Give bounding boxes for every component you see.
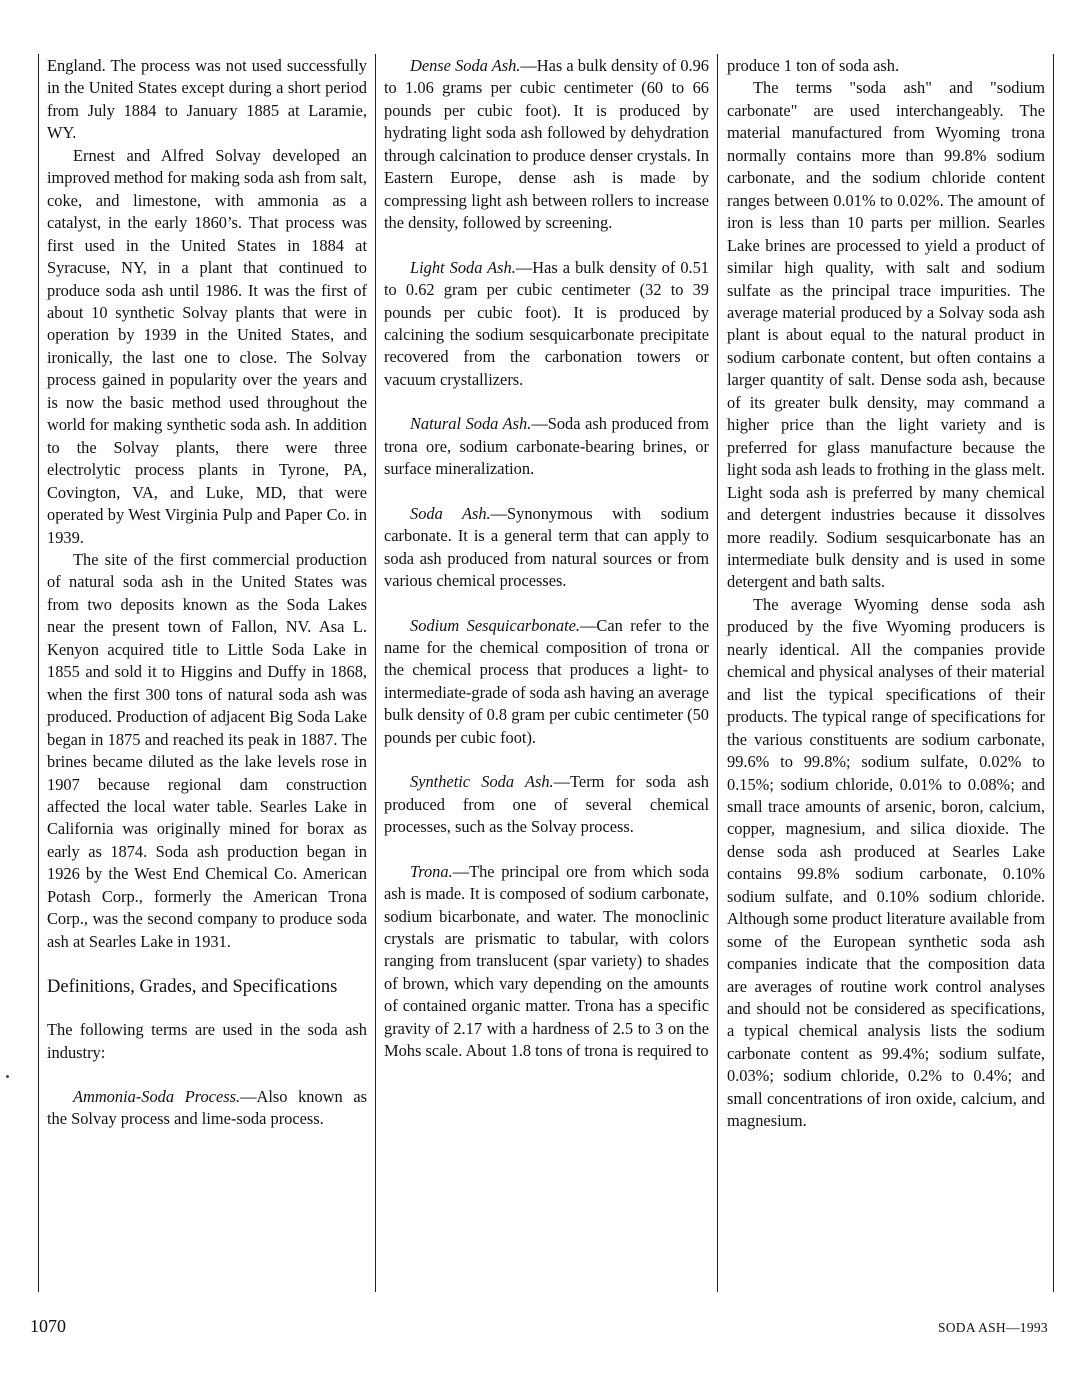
definition-text: —Also known as the Solvay process and lime-soda process. (47, 1087, 367, 1129)
definition-entry (384, 257, 709, 392)
definition-entry (384, 615, 709, 750)
column-rule-right (1053, 54, 1054, 1292)
definition-text: —Has a bulk density of 0.96 to 1.06 grams per cubic centimeter (60 to 66 pounds per cubic foot). It is produced by hydrating light soda ash followed by dehydration through calcination to produce denser crystals. In Eastern Europe, dense ash is made by compressing light ash between rollers to increase the density, followed by screening. (384, 56, 710, 233)
definition-term: Natural Soda Ash. (410, 414, 532, 434)
section-heading: Definitions, Grades, and Specifications (47, 977, 338, 998)
column-1 (47, 55, 367, 1131)
paragraph: England. The process was not used successfully in the United States except during a short period from July 1884 to January 1885 at Laramie, WY. (47, 56, 367, 143)
scan-speck (6, 1075, 9, 1078)
column-rule-left (38, 54, 39, 1292)
running-title: SODA ASH—1993 (937, 1320, 1048, 1335)
definition-term: Soda Ash. (410, 503, 491, 523)
definition-entry (384, 503, 709, 593)
definition-text: —Synonymous with sodium carbonate. It is a general term that can apply to soda ash produced from natural sources or from various chemical processes. (384, 503, 709, 591)
definition-text: —Can refer to the name for the chemical composition of trona or the chemical process that produces a light- to intermediate-grade of soda ash having an average bulk density of 0.8 gram per cubic centimeter (50 pounds per cubic foot). (384, 615, 709, 747)
definition-text: —Term for soda ash produced from one of several chemical processes, such as the Solvay process. (384, 772, 710, 837)
definition-entry (384, 861, 709, 1063)
paragraph: The site of the first commercial production of natural soda ash in the United States was from two deposits known as the Soda Lakes near the present town of Fallon, NV. Asa L. Kenyon acquired title to Little Soda Lake in 1855 and sold it to Higgins and Duffy in 1868, when the first 300 tons of natural soda ash was produced. Production of adjacent Big Soda Lake began in 1875 and reached its peak in 1887. The brines became diluted as the lake levels rose in 1907 because regional dam construction affected the local water table. Searles Lake in California was originally mined for borax as early as 1874. Soda ash production began in 1926 by the West End Chemical Co. American Potash Corp., formerly the American Trona Corp., was the second company to produce soda ash at Searles Lake in 1931. (47, 549, 367, 951)
definition-term: Sodium Sesquicarbonate. (410, 615, 581, 635)
definition-term: Trona. (410, 861, 453, 881)
definition-term: Synthetic Soda Ash. (410, 772, 554, 792)
paragraph: The average Wyoming dense soda ash produced by the five Wyoming producers is nearly identical. All the companies provide chemical and physical analyses of their material and list the typical specifications of their products. The typical range of specifications for the various constituents are sodium carbonate, 99.6% to 99.8%; sodium sulfate, 0.02% to 0.15%; sodium chloride, 0.01% to 0.08%; and small trace amounts of arsenic, boron, calcium, copper, magnesium, and silica dioxide. The dense soda ash produced at Searles Lake contains 99.8% sodium carbonate, 0.10% sodium sulfate, and 0.10% sodium chloride. Although some product literature available from some of the European synthetic soda ash companies indicate that the composition data are averages of routine work control analyses and should not be considered as specifications, a typical chemical analysis lists the sodium carbonate content as 99.4%; sodium sulfate, 0.03%; sodium chloride, 0.2% to 0.4%; and small concentrations of iron oxide, calcium, and magnesium. (727, 594, 1045, 1131)
definition-term: Ammonia-Soda Process. (73, 1087, 241, 1107)
definition-term: Dense Soda Ash. (410, 56, 521, 75)
definition-entry (384, 55, 709, 235)
definition-entry (384, 413, 709, 480)
column-2 (384, 55, 709, 1063)
definition-entry (47, 1086, 367, 1131)
definition-entry (384, 771, 709, 838)
column-rule-middle-right (717, 54, 718, 1292)
paragraph: produce 1 ton of soda ash. (727, 56, 900, 75)
paragraph: The following terms are used in the soda ash industry: (47, 1020, 367, 1062)
paragraph: The terms "soda ash" and "sodium carbonate" are used interchangeably. The material manufactured from Wyoming trona normally contains more than 99.8% sodium carbonate, and the sodium chloride content ranges between 0.01% to 0.02%. The amount of iron is less than 10 parts per million. Searles Lake brines are processed to yield a product of similar high quality, with salt and sodium sulfate as the principal trace impurities. The average material produced by a Solvay soda ash plant is about equal to the natural product in sodium carbonate content, but often contains a larger quantity of salt. Dense soda ash, because of its greater bulk density, may command a higher price than the light variety and is preferred for glass manufacture because the light soda ash leads to frothing in the glass melt. Light soda ash is preferred by many chemical and detergent industries because it dissolves more readily. Sodium sesquicarbonate has an intermediate bulk density and is used in some detergent and bath salts. (727, 78, 1045, 592)
definition-text: —Soda ash produced from trona ore, sodium carbonate-bearing brines, or surface mineralization. (384, 414, 709, 479)
page-number: 1070 (30, 1316, 66, 1336)
column-3 (727, 55, 1045, 1133)
definition-term: Light Soda Ash. (410, 257, 516, 277)
column-rule-middle-left (375, 54, 376, 1292)
definition-text: —Has a bulk density of 0.51 to 0.62 gram per cubic centimeter (32 to 39 pounds per cubic foot). It is produced by calcining the sodium sesquicarbonate precipitate recovered from the carbonation towers or vacuum crystallizers. (384, 257, 710, 389)
paragraph: Ernest and Alfred Solvay developed an improved method for making soda ash from salt, coke, and limestone, with ammonia as a catalyst, in the early 1860’s. That process was first used in the United States in 1884 at Syracuse, NY, in a plant that continued to produce soda ash until 1986. It was the first of about 10 synthetic Solvay plants that were in operation by 1939 in the United States, and ironically, the last one to close. The Solvay process gained in popularity over the years and is now the basic method used throughout the world for making synthetic soda ash. In addition to the Solvay plants, there were three electrolytic process plants in Tyrone, PA, Covington, VA, and Luke, MD, that were operated by West Virginia Pulp and Paper Co. in 1939. (47, 145, 367, 547)
definition-text: —The principal ore from which soda ash is made. It is composed of sodium carbonate, sodium bicarbonate, and water. The monoclinic crystals are prismatic to tabular, with colors ranging from translucent (spar variety) to shades of brown, which vary depending on the amounts of contained organic matter. Trona has a specific gravity of 2.17 with a hardness of 2.5 to 3 on the Mohs scale. About 1.8 tons of trona is required to (384, 861, 709, 1061)
